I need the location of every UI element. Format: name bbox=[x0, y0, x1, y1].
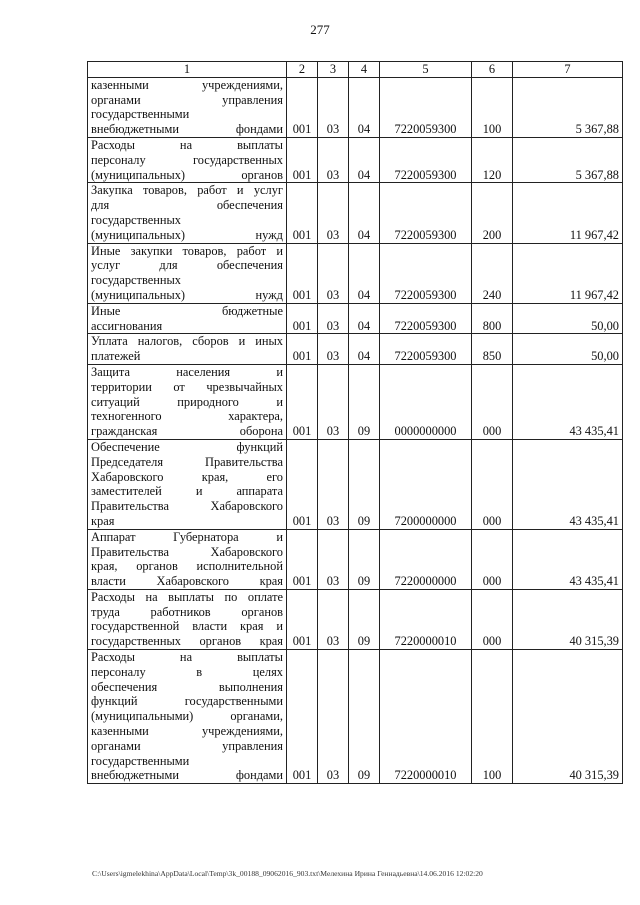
target-article-cell: 7220059300 bbox=[380, 334, 472, 365]
expense-name-line: органами управления bbox=[91, 738, 283, 753]
amount-cell: 11 967,42 bbox=[513, 183, 623, 243]
table-row bbox=[88, 303, 623, 334]
section-code-cell: 03 bbox=[318, 77, 349, 137]
target-article-cell: 7220000010 bbox=[380, 650, 472, 784]
subsection-code-cell: 04 bbox=[349, 334, 380, 365]
admin-code-cell: 001 bbox=[287, 183, 318, 243]
expense-name-cell bbox=[88, 77, 287, 137]
expense-name-line: Иные закупки товаров, работ и bbox=[91, 243, 283, 258]
expense-name-cell bbox=[88, 303, 287, 334]
expense-name-line: Расходы на выплаты bbox=[91, 650, 283, 665]
target-article-cell: 7200000000 bbox=[380, 439, 472, 529]
expense-name-line: внебюджетными фондами bbox=[91, 768, 283, 783]
expense-name-cell bbox=[88, 650, 287, 784]
expense-name-cell bbox=[88, 589, 287, 649]
amount-cell: 5 367,88 bbox=[513, 137, 623, 182]
amount-cell: 40 315,39 bbox=[513, 650, 623, 784]
table-row bbox=[88, 334, 623, 365]
expense-name-cell bbox=[88, 137, 287, 182]
subsection-code-cell: 04 bbox=[349, 303, 380, 334]
expense-name-line: края, органов исполнительной bbox=[91, 559, 283, 574]
admin-code-cell: 001 bbox=[287, 650, 318, 784]
expense-name-line: (муниципальных) нужд bbox=[91, 287, 283, 302]
expense-name-line: Уплата налогов, сборов и иных bbox=[91, 334, 283, 349]
expense-name-cell bbox=[88, 183, 287, 243]
column-header: 7 bbox=[513, 62, 623, 78]
expense-name-line: труда работников органов bbox=[91, 604, 283, 619]
column-header: 2 bbox=[287, 62, 318, 78]
expense-type-cell: 000 bbox=[472, 529, 513, 589]
expense-name-line: государственных органов края bbox=[91, 634, 283, 649]
table-row bbox=[88, 183, 623, 243]
expense-name-line: органами управления bbox=[91, 92, 283, 107]
expense-name-line: (муниципальными) органами, bbox=[91, 709, 283, 724]
amount-cell: 43 435,41 bbox=[513, 364, 623, 439]
section-code-cell: 03 bbox=[318, 439, 349, 529]
admin-code-cell: 001 bbox=[287, 303, 318, 334]
expense-name-line: гражданская оборона bbox=[91, 424, 283, 439]
expense-name-line: казенными учреждениями, bbox=[91, 724, 283, 739]
target-article-cell: 7220000000 bbox=[380, 529, 472, 589]
expense-name-line: техногенного характера, bbox=[91, 409, 283, 424]
subsection-code-cell: 09 bbox=[349, 529, 380, 589]
expense-type-cell: 100 bbox=[472, 650, 513, 784]
expense-name-line: Правительства Хабаровского bbox=[91, 544, 283, 559]
table-row bbox=[88, 364, 623, 439]
table-row bbox=[88, 439, 623, 529]
expense-name-line: для обеспечения bbox=[91, 198, 283, 213]
amount-cell: 5 367,88 bbox=[513, 77, 623, 137]
target-article-cell: 0000000000 bbox=[380, 364, 472, 439]
target-article-cell: 7220059300 bbox=[380, 303, 472, 334]
amount-cell: 50,00 bbox=[513, 303, 623, 334]
expense-name-line: Обеспечение функций bbox=[91, 439, 283, 454]
amount-cell: 11 967,42 bbox=[513, 243, 623, 303]
target-article-cell: 7220059300 bbox=[380, 77, 472, 137]
expense-name-line: государственными bbox=[91, 753, 190, 768]
expense-type-cell: 000 bbox=[472, 439, 513, 529]
expense-name-line: персоналу государственных bbox=[91, 152, 283, 167]
expense-name-line: казенными учреждениями, bbox=[91, 77, 283, 92]
expense-name-cell bbox=[88, 334, 287, 365]
expense-name-line: Расходы на выплаты bbox=[91, 137, 283, 152]
expense-type-cell: 000 bbox=[472, 364, 513, 439]
expense-name-line: услуг для обеспечения bbox=[91, 258, 283, 273]
budget-table bbox=[87, 61, 623, 784]
section-code-cell: 03 bbox=[318, 243, 349, 303]
amount-cell: 43 435,41 bbox=[513, 529, 623, 589]
expense-name-line: (муниципальных) органов bbox=[91, 167, 283, 182]
expense-name-line: территории от чрезвычайных bbox=[91, 379, 283, 394]
admin-code-cell: 001 bbox=[287, 243, 318, 303]
expense-name-line: государственных bbox=[91, 273, 182, 288]
expense-type-cell: 850 bbox=[472, 334, 513, 365]
admin-code-cell: 001 bbox=[287, 334, 318, 365]
table-row bbox=[88, 243, 623, 303]
expense-name-line: заместителей и аппарата bbox=[91, 484, 283, 499]
expense-type-cell: 800 bbox=[472, 303, 513, 334]
table-row bbox=[88, 650, 623, 784]
subsection-code-cell: 09 bbox=[349, 364, 380, 439]
section-code-cell: 03 bbox=[318, 589, 349, 649]
expense-name-line: власти Хабаровского края bbox=[91, 574, 283, 589]
table-row bbox=[88, 529, 623, 589]
expense-type-cell: 000 bbox=[472, 589, 513, 649]
expense-name-line: Закупка товаров, работ и услуг bbox=[91, 183, 283, 198]
expense-name-line: ситуаций природного и bbox=[91, 394, 283, 409]
expense-name-line: Хабаровского края, его bbox=[91, 469, 283, 484]
expense-name-line: ассигнования bbox=[91, 318, 163, 333]
expense-name-cell bbox=[88, 243, 287, 303]
expense-name-cell bbox=[88, 529, 287, 589]
column-header: 5 bbox=[380, 62, 472, 78]
table-row bbox=[88, 589, 623, 649]
admin-code-cell: 001 bbox=[287, 439, 318, 529]
section-code-cell: 03 bbox=[318, 137, 349, 182]
table-row bbox=[88, 137, 623, 182]
expense-name-line: края bbox=[91, 513, 115, 528]
subsection-code-cell: 04 bbox=[349, 243, 380, 303]
expense-name-line: функций государственными bbox=[91, 694, 283, 709]
admin-code-cell: 001 bbox=[287, 137, 318, 182]
expense-name-cell bbox=[88, 364, 287, 439]
section-code-cell: 03 bbox=[318, 650, 349, 784]
expense-name-line: (муниципальных) нужд bbox=[91, 227, 283, 242]
subsection-code-cell: 09 bbox=[349, 439, 380, 529]
expense-name-line: внебюджетными фондами bbox=[91, 122, 283, 137]
target-article-cell: 7220059300 bbox=[380, 137, 472, 182]
section-code-cell: 03 bbox=[318, 334, 349, 365]
expense-name-line: обеспечения выполнения bbox=[91, 679, 283, 694]
subsection-code-cell: 09 bbox=[349, 650, 380, 784]
target-article-cell: 7220059300 bbox=[380, 183, 472, 243]
subsection-code-cell: 04 bbox=[349, 183, 380, 243]
amount-cell: 50,00 bbox=[513, 334, 623, 365]
expense-name-line: Правительства Хабаровского bbox=[91, 499, 283, 514]
file-path-footer: C:\Users\igmelekhina\AppData\Local\Temp\3k_00188_09062016_903.txt\Мелехина Ирина Геннадьевна\14.06.2016 12:02:20 bbox=[92, 869, 483, 878]
column-header: 6 bbox=[472, 62, 513, 78]
expense-name-line: Защита населения и bbox=[91, 364, 283, 379]
section-code-cell: 03 bbox=[318, 183, 349, 243]
header-row bbox=[88, 62, 623, 78]
expense-name-line: государственных bbox=[91, 212, 182, 227]
column-header: 4 bbox=[349, 62, 380, 78]
admin-code-cell: 001 bbox=[287, 364, 318, 439]
admin-code-cell: 001 bbox=[287, 529, 318, 589]
table-row bbox=[88, 77, 623, 137]
expense-name-line: Расходы на выплаты по оплате bbox=[91, 589, 283, 604]
subsection-code-cell: 09 bbox=[349, 589, 380, 649]
column-header: 1 bbox=[88, 62, 287, 78]
subsection-code-cell: 04 bbox=[349, 137, 380, 182]
expense-name-line: персоналу в целях bbox=[91, 664, 283, 679]
expense-type-cell: 100 bbox=[472, 77, 513, 137]
target-article-cell: 7220059300 bbox=[380, 243, 472, 303]
admin-code-cell: 001 bbox=[287, 589, 318, 649]
expense-name-line: Аппарат Губернатора и bbox=[91, 529, 283, 544]
expense-name-line: Иные бюджетные bbox=[91, 303, 283, 318]
section-code-cell: 03 bbox=[318, 529, 349, 589]
target-article-cell: 7220000010 bbox=[380, 589, 472, 649]
expense-type-cell: 120 bbox=[472, 137, 513, 182]
expense-name-line: государственной власти края и bbox=[91, 619, 283, 634]
column-header: 3 bbox=[318, 62, 349, 78]
table-body bbox=[88, 77, 623, 783]
section-code-cell: 03 bbox=[318, 303, 349, 334]
admin-code-cell: 001 bbox=[287, 77, 318, 137]
expense-name-cell bbox=[88, 439, 287, 529]
amount-cell: 40 315,39 bbox=[513, 589, 623, 649]
expense-name-line: Председателя Правительства bbox=[91, 454, 283, 469]
page-number: 277 bbox=[310, 22, 330, 37]
subsection-code-cell: 04 bbox=[349, 77, 380, 137]
section-code-cell: 03 bbox=[318, 364, 349, 439]
expense-name-line: государственными bbox=[91, 107, 190, 122]
amount-cell: 43 435,41 bbox=[513, 439, 623, 529]
expense-name-line: платежей bbox=[91, 349, 141, 364]
expense-type-cell: 240 bbox=[472, 243, 513, 303]
expense-type-cell: 200 bbox=[472, 183, 513, 243]
